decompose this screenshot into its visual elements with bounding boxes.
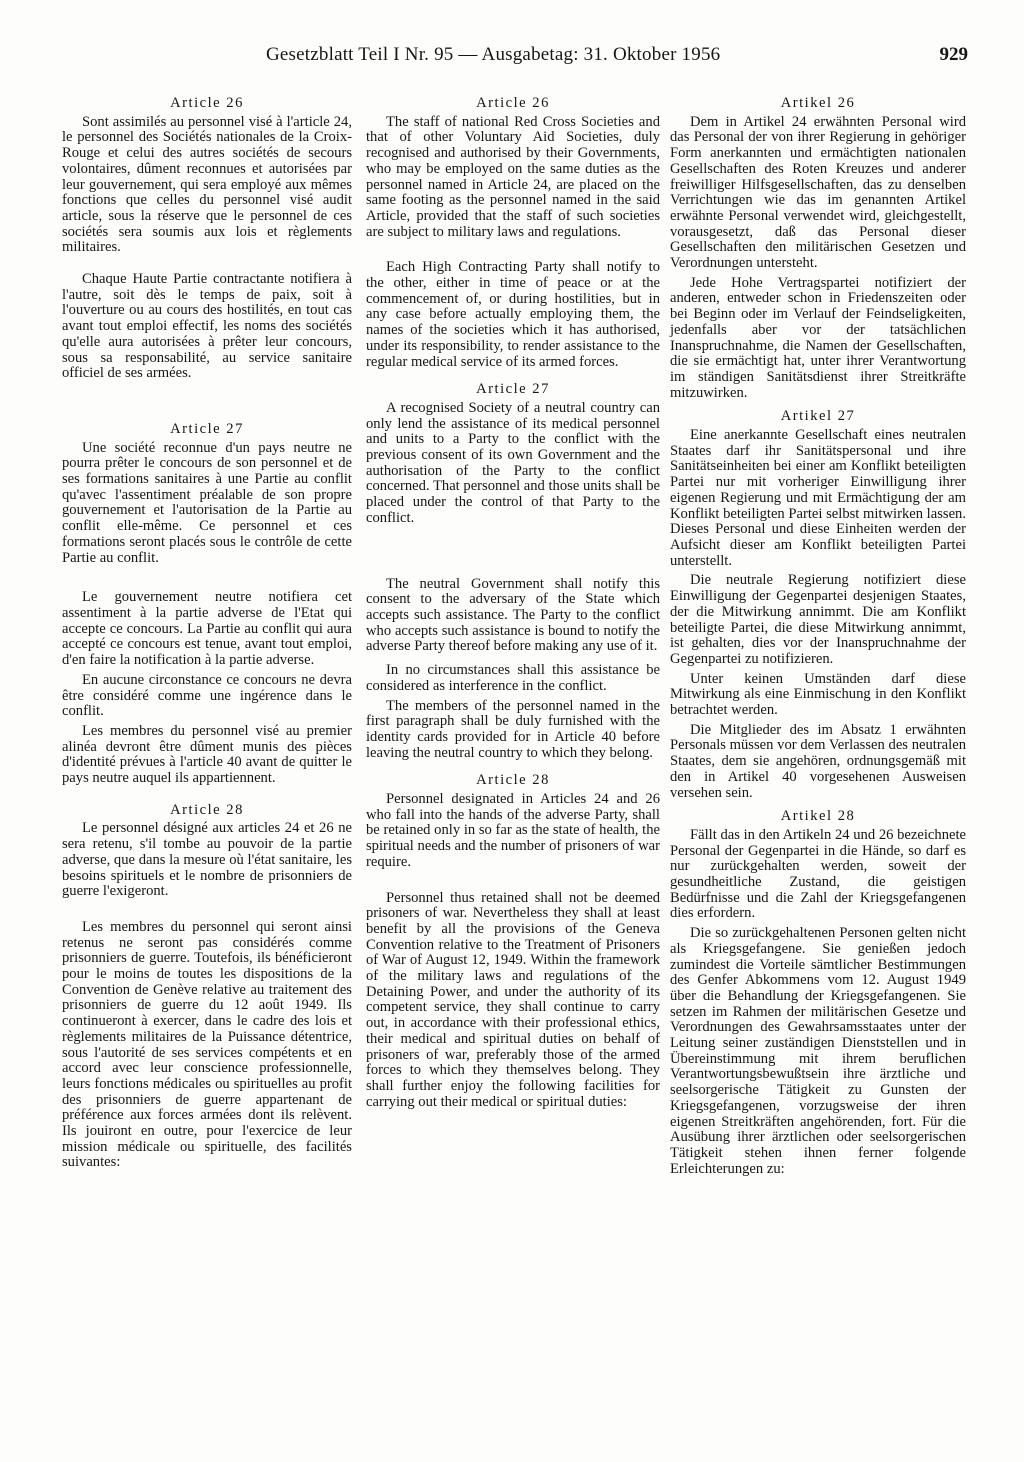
column-french bbox=[62, 96, 352, 1171]
paragraph: The neutral Government shall notify this consent to the adversary of the State which accepts such assistance. The Party to the conflict who accepts such assistance is bound to notify the adverse Party thereof before making any use of it. bbox=[366, 575, 660, 655]
paragraph: Die Mitglieder des im Absatz 1 erwähnten Personals müssen vor dem Verlassen des neutralen Staates, dem sie angehören, ordnungsgemäß mit den in Artikel 40 vorgesehenen Ausweisen versehen sein. bbox=[670, 721, 966, 801]
paragraph: Chaque Haute Partie contractante notifiera à l'autre, soit dès le temps de paix, soit à l'ouverture ou au cours des hostilités, en tout cas avant tout emploi effectif, les noms des sociétés qu'elle aura autorisées à prêter leur concours, sous sa responsabilité, au service sanitaire officiel de ses armées. bbox=[62, 271, 352, 382]
paragraph: Eine anerkannte Gesellschaft eines neutralen Staates darf ihr Sanitätspersonal und ihre Sanitätseinheiten bei einer am Konflikt beteiligten Partei nur mit vorheriger Einwilligung ihrer eigenen Regierung und mit Ermächtigung der am Konflikt beteiligten Partei selbst mitwirken lassen. Dieses Personal und diese Einheiten werden der Aufsicht dieser am Konflikt beteiligten Partei unterstellt. bbox=[670, 427, 966, 569]
column-english bbox=[366, 96, 660, 1110]
paragraph: Personnel designated in Articles 24 and 26 who fall into the hands of the adverse Party, shall be retained only in so far as the state of health, the spiritual needs and the number of prisoners of war require. bbox=[366, 791, 660, 870]
paragraph: Sont assimilés au personnel visé à l'article 24, le personnel des Sociétés nationales de la Croix-Rouge et celui des autres sociétés de secours volontaires, dûment reconnues et autorisées par leur gouvernement, qui sera employé aux mêmes fonctions que celles du personnel visé audit article, sous la réserve que le personnel de ces sociétés sera soumis aux lois et règlements militaires. bbox=[62, 113, 352, 256]
header-title: Gesetzblatt Teil I Nr. 95 — Ausgabetag: 31. Oktober 1956 bbox=[266, 44, 721, 65]
paragraph: En aucune circonstance ce concours ne devra être considéré comme une ingérence dans le conflit. bbox=[62, 671, 352, 720]
paragraph: In no circumstances shall this assistance be considered as interference in the conflict. bbox=[366, 662, 660, 694]
paragraph: Die so zurückgehaltenen Personen gelten nicht als Kriegsgefangene. Sie genießen jedoch zumindest die Vorteile sämtlicher Bestimmungen des Genfer Abkommens vom 12. August 1949 über die Behandlung der Kriegsgefangenen. Sie setzen im Rahmen der militärischen Gesetze und Verordnungen des Gewahrsamsstaates unter der Leitung seiner zuständigen Dienststellen und in Übereinstimmung mit ihrem beruflichen Verantwortungsbewußtsein ihre ärztliche und seelsorgerische Tätigkeit zu Gunsten der Kriegsgefangenen, vorzugsweise der ihren eigenen Streitkräften angehörenden, fort. Für die Ausübung ihrer ärztlichen oder seelsorgerischen Tätigkeit stehen ihnen ferner folgende Erleichterungen zu: bbox=[670, 925, 966, 1177]
column-german bbox=[670, 96, 966, 1177]
paragraph: The staff of national Red Cross Societies and that of other Voluntary Aid Societies, duly recognised and authorised by their Governments, who may be employed on the same duties as the personnel named in Article 24, are placed on the same footing as the personnel named in the said Article, provided that the staff of such societies are subject to military laws and regulations. bbox=[366, 113, 660, 240]
page-number: 929 bbox=[939, 44, 968, 65]
article-28-heading: Article 28 bbox=[476, 772, 550, 789]
article-28-heading: Artikel 28 bbox=[780, 808, 856, 825]
article-27-heading: Artikel 27 bbox=[780, 408, 856, 425]
article-26-heading: Artikel 26 bbox=[780, 95, 856, 111]
paragraph: Dem in Artikel 24 erwähnten Personal wird das Personal der von ihrer Regierung in gehöriger Form anerkannten und ermächtigten nationalen Gesellschaften des Roten Kreuzes und anderer freiwilliger Hilfsgesellschaften, das zu denselben Verrichtungen wie das im genannten Artikel erwähnte Personal verwendet wird, gleichgestellt, vorausgesetzt, daß das Personal dieser Gesellschaften den militärischen Gesetzen und Verordnungen untersteht. bbox=[670, 113, 966, 272]
article-27-heading: Article 27 bbox=[476, 381, 550, 398]
paragraph: Les membres du personnel visé au premier alinéa devront être dûment munis des pièces d'identité prévues à l'article 40 avant de quitter le pays neutre auquel ils appartiennent. bbox=[62, 722, 352, 787]
paragraph: Personnel thus retained shall not be deemed prisoners of war. Nevertheless they shall at least benefit by all the provisions of the Geneva Convention relative to the Treatment of Prisoners of War of August 12, 1949. Within the framework of the military laws and regulations of the Detaining Power, and under the authority of its competent service, they shall continue to carry out, in accordance with their professional ethics, their medical and spiritual duties on behalf of prisoners of war, preferably those of the armed forces to which they themselves belong. They shall further enjoy the following facilities for carrying out their medical or spiritual duties: bbox=[366, 889, 660, 1110]
paragraph: Each High Contracting Party shall notify to the other, either in time of peace or at the commencement of, or during hostilities, but in any case before actually employing them, the names of the societies which it has authorised, under its responsibility, to render assistance to the regular medical service of its armed forces. bbox=[366, 259, 660, 370]
article-28-heading: Article 28 bbox=[170, 801, 244, 818]
paragraph: Le gouvernement neutre notifiera cet assentiment à la partie adverse de l'Etat qui accepte ce concours. La Partie au conflit qui aura accepté ce concours est tenue, avant tout emploi, d'en faire la notification à la partie adverse. bbox=[62, 589, 352, 669]
article-27-heading: Article 27 bbox=[170, 420, 244, 437]
paragraph: Les membres du personnel qui seront ainsi retenus ne seront pas considérés comme prisonniers de guerre. Toutefois, ils bénéficieront pour le moins de toutes les dispositions de la Convention de Genève relative au traitement des prisonniers de guerre du 12 août 1949. Ils continueront à exercer, dans le cadre des lois et règlements militaires de la Puissance détentrice, sous l'autorité de ses services compétents et en accord avec leur conscience professionnelle, leurs fonctions médicales ou spirituelles au profit des prisonniers de guerre appartenant de préférence aux forces armées dont ils relèvent. Ils jouiront en outre, pour l'exercice de leur mission médicale ou spirituelle, des facilités suivantes: bbox=[62, 918, 352, 1171]
paragraph: Die neutrale Regierung notifiziert diese Einwilligung der Gegenpartei desjenigen Staates, der die Mitwirkung annimmt. Die am Konflikt beteiligte Partei, die diese Mitwirkung annimmt, ist gehalten, dies vor der Inanspruchnahme der Gegenpartei zu notifizieren. bbox=[670, 572, 966, 667]
article-26-heading: Article 26 bbox=[170, 95, 244, 111]
article-26-heading: Article 26 bbox=[476, 95, 550, 111]
paragraph: Une société reconnue d'un pays neutre ne pourra prêter le concours de son personnel et de ses formations sanitaires à une Partie au conflit qu'avec l'assentiment préalable de son propre gouvernement et l'autorisation de la Partie au conflit elle-même. Ce personnel et ces formations seront placés sous le contrôle de cette Partie au conflit. bbox=[62, 439, 352, 566]
paragraph: The members of the personnel named in the first paragraph shall be duly furnished with the identity cards provided for in Article 40 before leaving the neutral country to which they belong. bbox=[366, 697, 660, 761]
paragraph: Fällt das in den Artikeln 24 und 26 bezeichnete Personal der Gegenpartei in die Hände, so darf es nur zurückgehalten werden, soweit der gesundheitliche Zustand, die geistigen Bedürfnisse und die Zahl der Kriegsgefangenen dies erfordern. bbox=[670, 826, 966, 922]
paragraph: Jede Hohe Vertragspartei notifiziert der anderen, entweder schon in Friedenszeiten oder bei Beginn oder im Verlauf der Feindseligkeiten, jedenfalls aber vor der tatsächlichen Inanspruchnahme, die Namen der Gesellschaften, die sie ermächtigt hat, unter ihrer Verantwortung im ständigen Sanitätsdienst ihrer Streitkräfte mitzuwirken. bbox=[670, 274, 966, 401]
page-header bbox=[266, 44, 968, 74]
paragraph: Unter keinen Umständen darf diese Mitwirkung als eine Einmischung in den Konflikt betrachtet werden. bbox=[670, 670, 966, 719]
paragraph: Le personnel désigné aux articles 24 et 26 ne sera retenu, s'il tombe au pouvoir de la partie adverse, que dans la mesure où l'état sanitaire, les besoins spirituels et le nombre de prisonniers de guerre l'exigeront. bbox=[62, 820, 352, 900]
paragraph: A recognised Society of a neutral country can only lend the assistance of its medical personnel and units to a Party to the conflict with the previous consent of its own Government and the authorisation of the Party to the conflict concerned. That personnel and those units shall be placed under the control of that Party to the conflict. bbox=[366, 399, 660, 526]
